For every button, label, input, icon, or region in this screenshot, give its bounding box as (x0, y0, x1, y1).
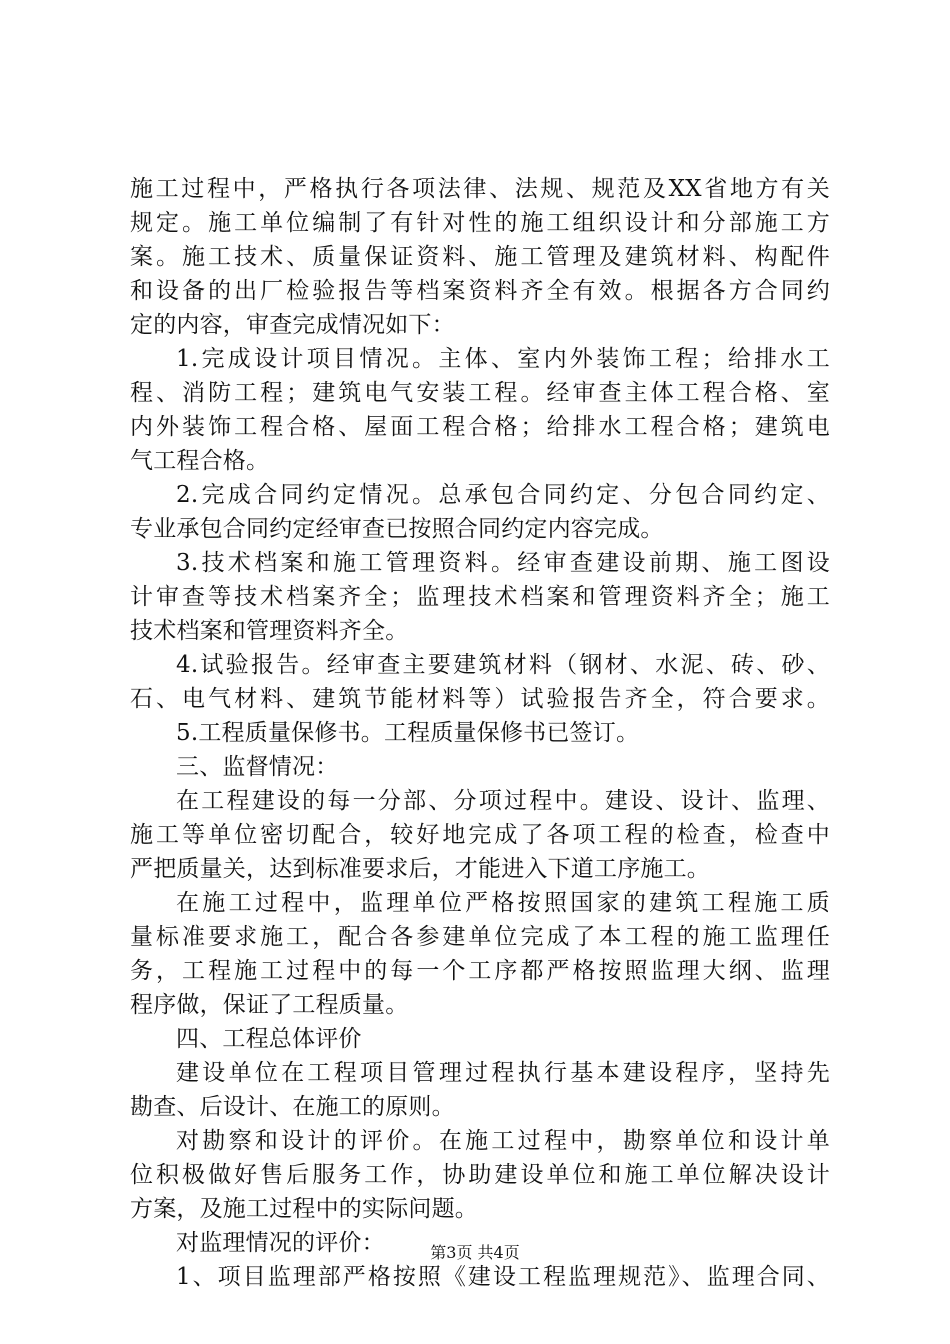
text-line: 对勘察和设计的评价。在施工过程中，勘察单位和设计单 (176, 1128, 830, 1154)
text-line: 内外装饰工程合格、屋面工程合格；给排水工程合格；建筑电 (130, 414, 830, 440)
text-line: 对监理情况的评价： (176, 1230, 385, 1256)
text-line: 技术档案和管理资料齐全。 (130, 618, 409, 644)
text-line: 4.试验报告。经审查主要建筑材料（钢材、水泥、砖、砂、 (176, 652, 830, 678)
text-line: 气工程合格。 (130, 448, 270, 474)
text-line: 施工过程中，严格执行各项法律、法规、规范及XX省地方有关 (130, 176, 830, 202)
text-line: 严把质量关，达到标准要求后，才能进入下道工序施工。 (130, 856, 710, 882)
text-line: 1、项目监理部严格按照《建设工程监理规范》、监理合同、 (176, 1264, 830, 1290)
text-line: 计审查等技术档案齐全；监理技术档案和管理资料齐全；施工 (130, 584, 830, 610)
text-line: 方案，及施工过程中的实际问题。 (130, 1196, 478, 1222)
text-line: 1.完成设计项目情况。主体、室内外装饰工程；给排水工 (176, 346, 830, 372)
text-line: 2.完成合同约定情况。总承包合同约定、分包合同约定、 (176, 482, 830, 508)
text-line: 专业承包合同约定经审查已按照合同约定内容完成。 (130, 516, 664, 542)
page-footer: 第3页 共4页 (430, 1243, 520, 1262)
text-line: 位积极做好售后服务工作，协助建设单位和施工单位解决设计 (130, 1162, 830, 1188)
text-line: 务，工程施工过程中的每一个工序都严格按照监理大纲、监理 (130, 958, 830, 984)
text-line: 在工程建设的每一分部、分项过程中。建设、设计、监理、 (176, 788, 830, 814)
text-line: 施工等单位密切配合，较好地完成了各项工程的检查，检查中 (130, 822, 830, 848)
text-line: 和设备的出厂检验报告等档案资料齐全有效。根据各方合同约 (130, 278, 830, 304)
text-line: 四、工程总体评价 (176, 1026, 362, 1052)
text-line: 程序做，保证了工程质量。 (130, 992, 409, 1018)
text-line: 三、监督情况： (176, 754, 339, 780)
text-line: 量标准要求施工，配合各参建单位完成了本工程的施工监理任 (130, 924, 830, 950)
text-line: 勘查、后设计、在施工的原则。 (130, 1094, 455, 1120)
text-line: 定的内容，审查完成情况如下： (130, 312, 455, 338)
document-body (130, 172, 830, 1294)
text-line: 案。施工技术、质量保证资料、施工管理及建筑材料、构配件 (130, 244, 830, 270)
text-line: 石、电气材料、建筑节能材料等）试验报告齐全，符合要求。 (130, 686, 830, 712)
text-line: 3.技术档案和施工管理资料。经审查建设前期、施工图设 (176, 550, 830, 576)
text-line: 程、消防工程；建筑电气安装工程。经审查主体工程合格、室 (130, 380, 830, 406)
text-line: 在施工过程中，监理单位严格按照国家的建筑工程施工质 (176, 890, 830, 916)
text-line: 5.工程质量保修书。工程质量保修书已签订。 (176, 720, 640, 746)
text-line: 规定。施工单位编制了有针对性的施工组织设计和分部施工方 (130, 210, 830, 236)
text-line: 建设单位在工程项目管理过程执行基本建设程序，坚持先 (176, 1060, 830, 1086)
